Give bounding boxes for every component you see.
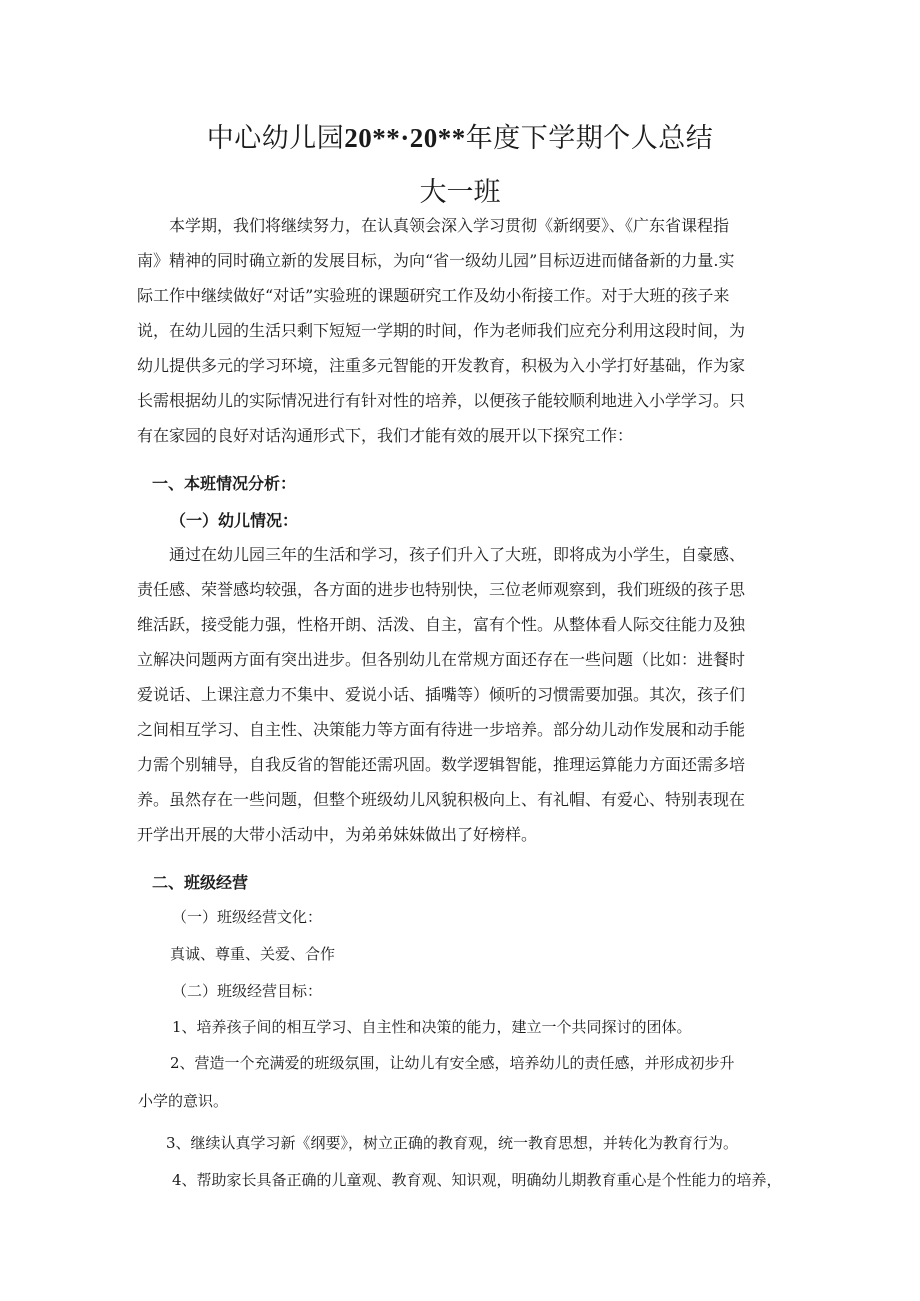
- section1-line: 力需个别辅导，自我反省的智能还需巩固。数学逻辑智能，推理运算能力方面还需多培: [137, 755, 746, 774]
- intro-line: 有在家园的良好对话沟通形式下，我们才能有效的展开以下探究工作：: [137, 426, 634, 445]
- section1-subheading: （一）幼儿情况：: [170, 511, 299, 530]
- section1-line: 开学出开展的大带小活动中，为弟弟妹妹做出了好榜样。: [137, 825, 538, 844]
- goal-heading: （二）班级经营目标：: [172, 982, 323, 1000]
- intro-line: 说，在幼儿园的生活只剩下短短一学期的时间，作为老师我们应充分利用这段时间，为: [137, 321, 746, 340]
- section1-line: 维活跃，接受能力强，性格开朗、活泼、自主，富有个性。从整体看人际交往能力及独: [137, 615, 746, 634]
- document-subtitle: 大一班: [419, 177, 501, 208]
- title-years: 20**·20**: [344, 123, 466, 153]
- title-prefix: 中心幼儿园: [206, 123, 345, 154]
- section1-heading: 一、本班情况分析：: [152, 474, 297, 493]
- culture-heading: （一）班级经营文化：: [172, 908, 323, 926]
- goal-item-continued: 小学的意识。: [138, 1092, 229, 1110]
- intro-line: 幼儿提供多元的学习环境，注重多元智能的开发教育，积极为入小学打好基础，作为家: [137, 356, 746, 375]
- title-suffix: 年度下学期个人总结: [465, 123, 714, 154]
- section1-line: 责任感、荣誉感均较强，各方面的进步也特别快，三位老师观察到，我们班级的孩子思: [137, 580, 746, 599]
- section1-paragraph: [137, 537, 797, 852]
- culture-value: 真诚、尊重、关爱、合作: [170, 945, 336, 963]
- section1-line: 立解决问题两方面有突出进步。但各别幼儿在常规方面还存在一些问题（比如：进餐时: [137, 650, 746, 669]
- section1-line: 之间相互学习、自主性、决策能力等方面有待进一步培养。部分幼儿动作发展和动手能: [137, 720, 746, 739]
- goal-item: 4、帮助家长具备正确的儿童观、教育观、知识观，明确幼儿期教育重心是个性能力的培养，: [172, 1171, 782, 1189]
- goal-item: 2、营造一个充满爱的班级氛围，让幼儿有安全感，培养幼儿的责任感，并形成初步升: [170, 1054, 735, 1072]
- intro-line: 南》精神的同时确立新的发展目标，为向“省一级幼儿园”目标迈进而储备新的力量.实: [137, 251, 735, 270]
- intro-line: 本学期，我们将继续努力，在认真领会深入学习贯彻《新纲要》、《广东省课程指: [169, 216, 730, 235]
- intro-line: 长需根据幼儿的实际情况进行有针对性的培养，以便孩子能较顺利地进入小学学习。只: [137, 391, 746, 410]
- goal-item: 3、继续认真学习新《纲要》，树立正确的教育观，统一教育思想，并转化为教育行为。: [166, 1134, 739, 1152]
- intro-paragraph: [137, 208, 797, 453]
- document-title: [0, 116, 920, 155]
- goal-item: 1、培养孩子间的相互学习、自主性和决策的能力，建立一个共同探讨的团体。: [172, 1018, 692, 1036]
- section1-line: 养。虽然存在一些问题，但整个班级幼儿风貌积极向上、有礼帽、有爱心、特别表现在: [137, 790, 746, 809]
- intro-line: 际工作中继续做好“对话”实验班的课题研究工作及幼小衔接工作。对于大班的孩子来: [137, 286, 730, 305]
- section1-line: 通过在幼儿园三年的生活和学习，孩子们升入了大班，即将成为小学生，自豪感、: [169, 545, 746, 564]
- section2-heading: 二、班级经营: [152, 873, 249, 892]
- section1-line: 爱说话、上课注意力不集中、爱说小话、插嘴等）倾听的习惯需要加强。其次，孩子们: [137, 685, 746, 704]
